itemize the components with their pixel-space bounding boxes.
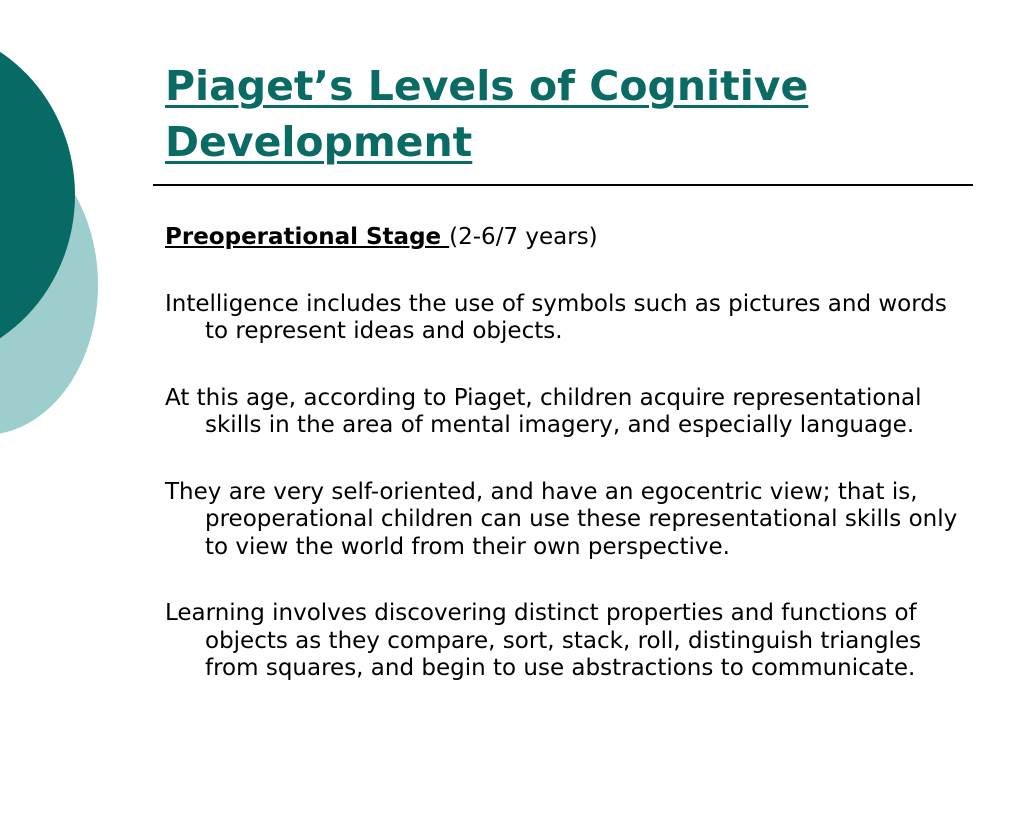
body-paragraph-learning: Learning involves discovering distinct properties and functions of objects as they compare, sort, stack, roll, distinguish triangles from squares, and begin to use abstractions to communicate. <box>165 600 922 681</box>
slide-body <box>165 224 975 722</box>
stage-ages: (2-6/7 years) <box>449 224 598 250</box>
stage-name: Preoperational Stage <box>165 224 450 250</box>
slide-title: Piaget’s Levels of Cognitive Development <box>165 62 809 166</box>
stage-heading <box>165 224 975 252</box>
body-paragraph-egocentric: They are very self-oriented, and have an egocentric view; that is, preoperational children can use these representational skills only to view the world from their own perspective. <box>165 478 958 560</box>
title-divider <box>153 184 973 186</box>
body-paragraph-symbols: Intelligence includes the use of symbols such as pictures and words to represent ideas and objects. <box>165 290 947 344</box>
body-paragraph-representational-skills: At this age, according to Piaget, children acquire representational skills in the area of mental imagery, and especially language. <box>165 384 922 438</box>
